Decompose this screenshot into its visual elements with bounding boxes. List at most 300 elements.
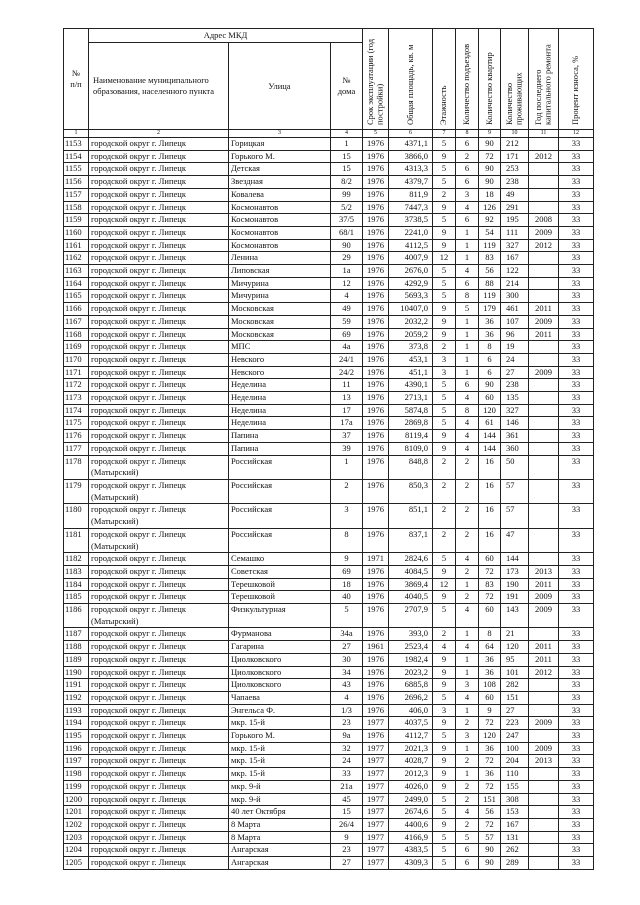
- floors-cell: 2: [433, 455, 456, 479]
- row-number-cell: 1169: [64, 341, 89, 354]
- floors-cell: 3: [433, 704, 456, 717]
- total-area-cell: 4166,9: [389, 831, 433, 844]
- residents-cell: 21: [501, 628, 529, 641]
- residents-cell: 291: [501, 201, 529, 214]
- column-number: 6: [389, 130, 433, 138]
- house-number-cell: 8/2: [331, 176, 363, 189]
- row-number-cell: 1170: [64, 353, 89, 366]
- house-number-cell: 11: [331, 379, 363, 392]
- municipality-cell: городской округ г. Липецк: [89, 214, 229, 227]
- municipality-cell: городской округ г. Липецк (Матырский): [89, 528, 229, 552]
- row-number-cell: 1185: [64, 591, 89, 604]
- repair-year-cell: [529, 417, 559, 430]
- floors-cell: 5: [433, 214, 456, 227]
- repair-year-cell: 2011: [529, 653, 559, 666]
- wear-percent-cell: 33: [559, 553, 594, 566]
- house-number-cell: 3: [331, 504, 363, 528]
- street-cell: Папина: [229, 430, 331, 443]
- entrances-cell: 4: [456, 442, 479, 455]
- wear-percent-cell: 33: [559, 379, 594, 392]
- wear-percent-cell: 33: [559, 704, 594, 717]
- table-row: [64, 653, 594, 666]
- residents-cell: 238: [501, 176, 529, 189]
- apartments-cell: 6: [479, 353, 501, 366]
- floors-cell: 12: [433, 578, 456, 591]
- column-number: 4: [331, 130, 363, 138]
- municipality-cell: городской округ г. Липецк: [89, 591, 229, 604]
- municipality-cell: городской округ г. Липецк: [89, 553, 229, 566]
- street-cell: Невского: [229, 366, 331, 379]
- street-cell: Фурманова: [229, 628, 331, 641]
- floors-cell: 5: [433, 553, 456, 566]
- total-area-cell: 5874,8: [389, 404, 433, 417]
- row-number-cell: 1187: [64, 628, 89, 641]
- table-row: [64, 565, 594, 578]
- street-cell: МПС: [229, 341, 331, 354]
- apartments-cell: 90: [479, 379, 501, 392]
- repair-year-cell: [529, 504, 559, 528]
- column-number: 10: [501, 130, 529, 138]
- total-area-cell: 2713,1: [389, 392, 433, 405]
- house-number-cell: 34а: [331, 628, 363, 641]
- municipality-cell: городской округ г. Липецк: [89, 565, 229, 578]
- repair-year-cell: [529, 430, 559, 443]
- house-number-cell: 24/1: [331, 353, 363, 366]
- year-built-cell: 1976: [363, 239, 389, 252]
- year-built-cell: 1976: [363, 479, 389, 503]
- year-built-cell: 1976: [363, 565, 389, 578]
- residents-cell: 19: [501, 341, 529, 354]
- total-area-cell: 2012,3: [389, 768, 433, 781]
- table-row: [64, 366, 594, 379]
- residents-cell: 289: [501, 857, 529, 870]
- header-wear-percent: [559, 29, 594, 130]
- wear-percent-cell: 33: [559, 252, 594, 265]
- row-number-cell: 1157: [64, 188, 89, 201]
- total-area-cell: 4112,7: [389, 730, 433, 743]
- street-cell: Физкультурная: [229, 604, 331, 628]
- street-cell: Папина: [229, 442, 331, 455]
- repair-year-cell: [529, 277, 559, 290]
- year-built-cell: 1961: [363, 641, 389, 654]
- street-cell: Российская: [229, 455, 331, 479]
- repair-year-cell: [529, 176, 559, 189]
- total-area-cell: 5693,3: [389, 290, 433, 303]
- street-cell: Космонавтов: [229, 214, 331, 227]
- total-area-cell: 4390,1: [389, 379, 433, 392]
- year-built-cell: 1976: [363, 379, 389, 392]
- municipality-cell: городской округ г. Липецк: [89, 844, 229, 857]
- apartments-cell: 64: [479, 641, 501, 654]
- wear-percent-cell: 33: [559, 214, 594, 227]
- residents-cell: 212: [501, 138, 529, 151]
- wear-percent-cell: 33: [559, 730, 594, 743]
- repair-year-cell: 2009: [529, 315, 559, 328]
- residents-cell: 300: [501, 290, 529, 303]
- apartments-cell: 56: [479, 806, 501, 819]
- entrances-cell: 4: [456, 604, 479, 628]
- header-residents: [501, 29, 529, 130]
- house-number-cell: 4: [331, 290, 363, 303]
- residents-cell: 282: [501, 679, 529, 692]
- entrances-cell: 4: [456, 806, 479, 819]
- column-number: 7: [433, 130, 456, 138]
- year-built-cell: 1977: [363, 844, 389, 857]
- row-number-cell: 1202: [64, 818, 89, 831]
- entrances-cell: 6: [456, 379, 479, 392]
- floors-cell: 9: [433, 442, 456, 455]
- header-row-top: [64, 29, 594, 43]
- entrances-cell: 2: [456, 565, 479, 578]
- wear-percent-cell: 33: [559, 653, 594, 666]
- repair-year-cell: 2011: [529, 328, 559, 341]
- total-area-cell: 4309,3: [389, 857, 433, 870]
- year-built-cell: 1976: [363, 504, 389, 528]
- total-area-cell: 4007,9: [389, 252, 433, 265]
- municipality-cell: городской округ г. Липецк (Матырский): [89, 479, 229, 503]
- table-row: [64, 417, 594, 430]
- entrances-cell: 2: [456, 455, 479, 479]
- wear-percent-cell: 33: [559, 691, 594, 704]
- header-floors-label: Этажность: [438, 85, 449, 125]
- street-cell: Терешковой: [229, 578, 331, 591]
- apartments-cell: 60: [479, 553, 501, 566]
- apartments-cell: 16: [479, 455, 501, 479]
- total-area-cell: 811,9: [389, 188, 433, 201]
- table-row: [64, 226, 594, 239]
- header-address-group: Адрес МКД: [89, 29, 363, 43]
- residents-cell: 223: [501, 717, 529, 730]
- total-area-cell: 2021,3: [389, 742, 433, 755]
- wear-percent-cell: 33: [559, 150, 594, 163]
- entrances-cell: 4: [456, 265, 479, 278]
- street-cell: Терешковой: [229, 591, 331, 604]
- apartments-cell: 120: [479, 730, 501, 743]
- housing-register-sheet: [63, 28, 594, 870]
- year-built-cell: 1977: [363, 768, 389, 781]
- street-cell: Горького М.: [229, 730, 331, 743]
- house-number-cell: 1а: [331, 265, 363, 278]
- entrances-cell: 5: [456, 831, 479, 844]
- row-number-cell: 1162: [64, 252, 89, 265]
- table-row: [64, 150, 594, 163]
- municipality-cell: городской округ г. Липецк: [89, 315, 229, 328]
- entrances-cell: 1: [456, 742, 479, 755]
- repair-year-cell: [529, 163, 559, 176]
- apartments-cell: 8: [479, 628, 501, 641]
- apartments-cell: 72: [479, 565, 501, 578]
- header-wear-percent-label: Процент износа, %: [570, 55, 581, 125]
- floors-cell: 5: [433, 831, 456, 844]
- municipality-cell: городской округ г. Липецк: [89, 430, 229, 443]
- entrances-cell: 8: [456, 404, 479, 417]
- repair-year-cell: [529, 404, 559, 417]
- floors-cell: 5: [433, 857, 456, 870]
- house-number-cell: 37: [331, 430, 363, 443]
- total-area-cell: 850,3: [389, 479, 433, 503]
- wear-percent-cell: 33: [559, 392, 594, 405]
- repair-year-cell: [529, 341, 559, 354]
- repair-year-cell: [529, 857, 559, 870]
- entrances-cell: 1: [456, 252, 479, 265]
- wear-percent-cell: 33: [559, 341, 594, 354]
- wear-percent-cell: 33: [559, 176, 594, 189]
- table-row: [64, 628, 594, 641]
- municipality-cell: городской округ г. Липецк: [89, 303, 229, 316]
- row-number-cell: 1158: [64, 201, 89, 214]
- street-cell: Московская: [229, 315, 331, 328]
- header-row-number-label: № п/п: [70, 68, 82, 89]
- table-row: [64, 504, 594, 528]
- house-number-cell: 90: [331, 239, 363, 252]
- table-row: [64, 666, 594, 679]
- row-number-cell: 1197: [64, 755, 89, 768]
- house-number-cell: 1: [331, 138, 363, 151]
- header-year-built-label: Срок эксплуатации (год постройки): [365, 38, 385, 125]
- floors-cell: 5: [433, 793, 456, 806]
- floors-cell: 5: [433, 404, 456, 417]
- row-number-cell: 1204: [64, 844, 89, 857]
- apartments-cell: 60: [479, 604, 501, 628]
- header-house-number-label: № дома: [337, 75, 356, 96]
- floors-cell: 3: [433, 353, 456, 366]
- house-number-cell: 8: [331, 528, 363, 552]
- repair-year-cell: [529, 768, 559, 781]
- column-number: 3: [229, 130, 331, 138]
- entrances-cell: 3: [456, 188, 479, 201]
- wear-percent-cell: 33: [559, 404, 594, 417]
- table-row: [64, 591, 594, 604]
- floors-cell: 9: [433, 742, 456, 755]
- wear-percent-cell: 33: [559, 290, 594, 303]
- house-number-cell: 4а: [331, 341, 363, 354]
- table-row: [64, 341, 594, 354]
- apartments-cell: 60: [479, 691, 501, 704]
- total-area-cell: 4371,1: [389, 138, 433, 151]
- entrances-cell: 6: [456, 163, 479, 176]
- year-built-cell: 1976: [363, 604, 389, 628]
- year-built-cell: 1976: [363, 303, 389, 316]
- residents-cell: 262: [501, 844, 529, 857]
- municipality-cell: городской округ г. Липецк (Матырский): [89, 504, 229, 528]
- repair-year-cell: [529, 553, 559, 566]
- entrances-cell: 2: [456, 479, 479, 503]
- street-cell: Московская: [229, 303, 331, 316]
- residents-cell: 151: [501, 691, 529, 704]
- municipality-cell: городской округ г. Липецк: [89, 328, 229, 341]
- table-row: [64, 857, 594, 870]
- table-row: [64, 328, 594, 341]
- entrances-cell: 1: [456, 353, 479, 366]
- residents-cell: 171: [501, 150, 529, 163]
- residents-cell: 238: [501, 379, 529, 392]
- house-number-cell: 1: [331, 455, 363, 479]
- street-cell: Советская: [229, 565, 331, 578]
- street-cell: Российская: [229, 479, 331, 503]
- residents-cell: 120: [501, 641, 529, 654]
- floors-cell: 3: [433, 366, 456, 379]
- street-cell: Циолковского: [229, 653, 331, 666]
- street-cell: мкр. 15-й: [229, 742, 331, 755]
- municipality-cell: городской округ г. Липецк: [89, 742, 229, 755]
- residents-cell: 100: [501, 742, 529, 755]
- repair-year-cell: [529, 455, 559, 479]
- residents-cell: 327: [501, 404, 529, 417]
- wear-percent-cell: 33: [559, 366, 594, 379]
- year-built-cell: 1976: [363, 691, 389, 704]
- house-number-cell: 39: [331, 442, 363, 455]
- entrances-cell: 1: [456, 653, 479, 666]
- table-row: [64, 806, 594, 819]
- residents-cell: 167: [501, 252, 529, 265]
- table-row: [64, 392, 594, 405]
- floors-cell: 9: [433, 239, 456, 252]
- header-repair-year-label: Год последнего капитального ремонта: [533, 44, 553, 125]
- residents-cell: 195: [501, 214, 529, 227]
- year-built-cell: 1976: [363, 392, 389, 405]
- table-row: [64, 252, 594, 265]
- total-area-cell: 2523,4: [389, 641, 433, 654]
- floors-cell: 9: [433, 226, 456, 239]
- row-number-cell: 1203: [64, 831, 89, 844]
- wear-percent-cell: 33: [559, 666, 594, 679]
- apartments-cell: 119: [479, 290, 501, 303]
- year-built-cell: 1976: [363, 679, 389, 692]
- table-row: [64, 265, 594, 278]
- residents-cell: 143: [501, 604, 529, 628]
- apartments-cell: 90: [479, 163, 501, 176]
- repair-year-cell: 2009: [529, 604, 559, 628]
- street-cell: Ковалева: [229, 188, 331, 201]
- apartments-cell: 36: [479, 328, 501, 341]
- table-row: [64, 831, 594, 844]
- municipality-cell: городской округ г. Липецк: [89, 392, 229, 405]
- residents-cell: 204: [501, 755, 529, 768]
- street-cell: Липовская: [229, 265, 331, 278]
- entrances-cell: 1: [456, 704, 479, 717]
- apartments-cell: 9: [479, 704, 501, 717]
- total-area-cell: 3866,0: [389, 150, 433, 163]
- apartments-cell: 126: [479, 201, 501, 214]
- table-row: [64, 163, 594, 176]
- table-row: [64, 303, 594, 316]
- year-built-cell: 1977: [363, 806, 389, 819]
- year-built-cell: 1976: [363, 226, 389, 239]
- wear-percent-cell: 33: [559, 717, 594, 730]
- apartments-cell: 16: [479, 528, 501, 552]
- table-row: [64, 479, 594, 503]
- header-apartments-label: Количество квартир: [483, 52, 494, 125]
- municipality-cell: городской округ г. Липецк: [89, 252, 229, 265]
- year-built-cell: 1976: [363, 628, 389, 641]
- house-number-cell: 45: [331, 793, 363, 806]
- wear-percent-cell: 33: [559, 679, 594, 692]
- street-cell: 40 лет Октября: [229, 806, 331, 819]
- repair-year-cell: [529, 844, 559, 857]
- street-cell: Мичурина: [229, 277, 331, 290]
- row-number-cell: 1154: [64, 150, 89, 163]
- house-number-cell: 2: [331, 479, 363, 503]
- municipality-cell: городской округ г. Липецк: [89, 806, 229, 819]
- wear-percent-cell: 33: [559, 265, 594, 278]
- year-built-cell: 1976: [363, 315, 389, 328]
- house-number-cell: 24/2: [331, 366, 363, 379]
- wear-percent-cell: 33: [559, 504, 594, 528]
- house-number-cell: 17а: [331, 417, 363, 430]
- row-number-cell: 1195: [64, 730, 89, 743]
- house-number-cell: 12: [331, 277, 363, 290]
- entrances-cell: 2: [456, 793, 479, 806]
- table-row: [64, 201, 594, 214]
- street-cell: Семашко: [229, 553, 331, 566]
- street-cell: Космонавтов: [229, 201, 331, 214]
- floors-cell: 2: [433, 188, 456, 201]
- entrances-cell: 2: [456, 755, 479, 768]
- entrances-cell: 6: [456, 138, 479, 151]
- wear-percent-cell: 33: [559, 226, 594, 239]
- row-number-cell: 1160: [64, 226, 89, 239]
- row-number-cell: 1178: [64, 455, 89, 479]
- entrances-cell: 2: [456, 818, 479, 831]
- wear-percent-cell: 33: [559, 163, 594, 176]
- house-number-cell: 59: [331, 315, 363, 328]
- street-cell: Ангарская: [229, 857, 331, 870]
- floors-cell: 5: [433, 379, 456, 392]
- floors-cell: 2: [433, 528, 456, 552]
- row-number-cell: 1199: [64, 780, 89, 793]
- street-cell: мкр. 9-й: [229, 780, 331, 793]
- year-built-cell: 1976: [363, 176, 389, 189]
- housing-register-table: [63, 28, 594, 870]
- apartments-cell: 54: [479, 226, 501, 239]
- street-cell: Невского: [229, 353, 331, 366]
- entrances-cell: 1: [456, 366, 479, 379]
- residents-cell: 122: [501, 265, 529, 278]
- apartments-cell: 83: [479, 252, 501, 265]
- header-house-number: [331, 43, 363, 130]
- repair-year-cell: 2009: [529, 226, 559, 239]
- municipality-cell: городской округ г. Липецк: [89, 831, 229, 844]
- total-area-cell: 1982,4: [389, 653, 433, 666]
- repair-year-cell: 2009: [529, 591, 559, 604]
- year-built-cell: 1976: [363, 704, 389, 717]
- table-row: [64, 717, 594, 730]
- table-header: [64, 29, 594, 138]
- municipality-cell: городской округ г. Липецк: [89, 780, 229, 793]
- municipality-cell: городской округ г. Липецк: [89, 379, 229, 392]
- repair-year-cell: 2011: [529, 578, 559, 591]
- year-built-cell: 1976: [363, 366, 389, 379]
- row-number-cell: 1184: [64, 578, 89, 591]
- row-number-cell: 1180: [64, 504, 89, 528]
- repair-year-cell: [529, 730, 559, 743]
- municipality-cell: городской округ г. Липецк: [89, 290, 229, 303]
- apartments-cell: 108: [479, 679, 501, 692]
- municipality-cell: городской округ г. Липецк: [89, 239, 229, 252]
- floors-cell: 9: [433, 591, 456, 604]
- floors-cell: 5: [433, 604, 456, 628]
- entrances-cell: 1: [456, 768, 479, 781]
- floors-cell: 9: [433, 717, 456, 730]
- wear-percent-cell: 33: [559, 201, 594, 214]
- apartments-cell: 16: [479, 479, 501, 503]
- municipality-cell: городской округ г. Липецк: [89, 578, 229, 591]
- wear-percent-cell: 33: [559, 188, 594, 201]
- residents-cell: 327: [501, 239, 529, 252]
- total-area-cell: 7447,3: [389, 201, 433, 214]
- house-number-cell: 43: [331, 679, 363, 692]
- wear-percent-cell: 33: [559, 328, 594, 341]
